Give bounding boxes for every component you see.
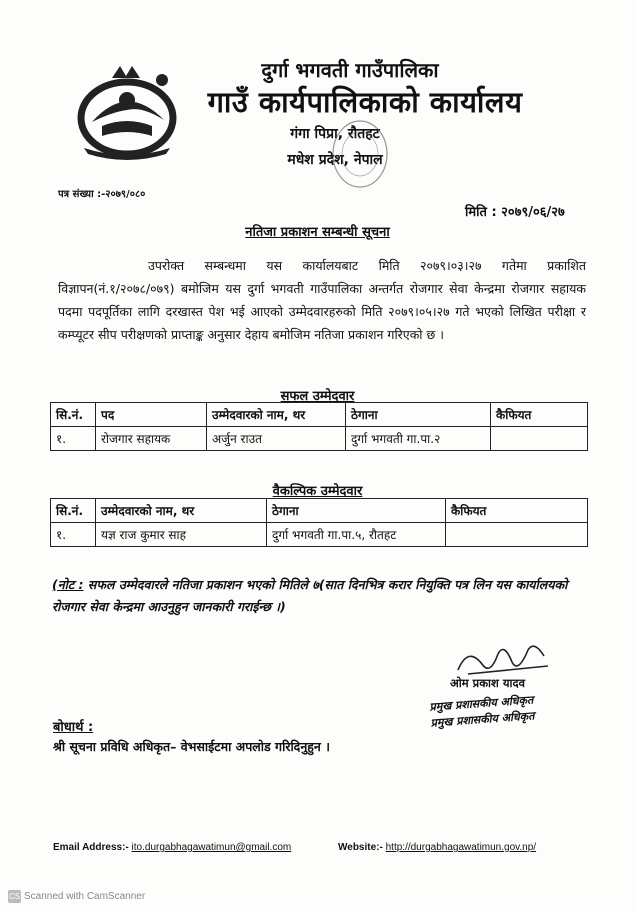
reference-number: पत्र संख्या :-२०७९/०८० [58, 189, 146, 200]
signatory-title-2: प्रमुख प्रशासकीय अधिकृत [430, 709, 535, 730]
scanner-text: Scanned with CamScanner [24, 891, 146, 903]
notice-body [58, 254, 586, 346]
notice-body-text: उपरोक्त सम्बन्धमा यस कार्यालयबाट मिति २०७९।०३।२७ गतेमा प्रकाशित विज्ञापन(नं.१/२०७८/०७९) बमोजिम यस दुर्गा भगवती गाउँपालिका अन्तर्गत रोजगार सेवा केन्द्रमा रोजगार सहायक पदमा पदपूर्तिका लागि दरखास्त पेश भई आएको उम्मेदवारहरुको मिति २०७९।०५।२७ गते भएको लिखित परीक्षा र कम्प्यूटर सीप परीक्षणको प्राप्ताङ्क अनुसार देहाय बमोजिम नतिजा प्रकाशन गरिएको छ । [58, 258, 586, 342]
note-text: सफल उम्मेदवारले नतिजा प्रकाशन भएको मितिले ७(सात दिनभित्र करार नियुक्ति पत्र लिन यस कार्यालयको रोजगार सेवा केन्द्रमा आउनुहुन जानकारी गराईन्छ ।) [52, 577, 568, 614]
table-header: सि.नं. [51, 499, 96, 523]
table-cell: यज्ञ राज कुमार साह [96, 523, 267, 547]
table-cell: अर्जुन राउत [207, 427, 346, 451]
notice-subject: नतिजा प्रकाशन सम्बन्धी सूचना [245, 225, 390, 240]
table-header: ठेगाना [267, 499, 446, 523]
note-label: (नोट : [52, 577, 84, 592]
table-header-row [51, 403, 588, 427]
email-link[interactable]: ito.durgabhagawatimun@gmail.com [131, 842, 292, 853]
email-label: Email Address:- [53, 842, 129, 853]
alternate-table [50, 498, 588, 547]
signatory-title-1: प्रमुख प्रशासकीय अधिकृत [429, 693, 534, 714]
table-row [51, 523, 588, 547]
signatory-name: ओम प्रकाश यादव [450, 676, 525, 690]
address-line-1: गंगा पिप्रा, रौतहट [290, 126, 380, 142]
alternate-caption: वैकल्पिक उम्मेदवार [272, 484, 363, 499]
table-cell: १. [51, 427, 96, 451]
scanner-watermark [8, 890, 145, 903]
table-header: उम्मेदवारको नाम, थर [207, 403, 346, 427]
table-cell: दुर्गा भगवती गा.पा.५, रौतहट [267, 523, 446, 547]
address-line-2: मधेश प्रदेश, नेपाल [287, 152, 383, 168]
table-header-row [51, 499, 588, 523]
footer-website [338, 842, 536, 853]
notice-date: मिति : २०७९/०६/२७ [465, 205, 565, 220]
website-label: Website:- [338, 842, 383, 853]
table-header: कैफियत [446, 499, 588, 523]
footer-email [53, 842, 291, 853]
camscanner-icon: CS [8, 892, 21, 901]
table-cell: १. [51, 523, 96, 547]
successful-caption: सफल उम्मेदवार [280, 389, 355, 404]
table-cell [446, 523, 588, 547]
table-header: पद [96, 403, 207, 427]
nepal-emblem-logo [72, 62, 182, 162]
table-cell [491, 427, 588, 451]
notice-note [52, 574, 592, 618]
website-link[interactable]: http://durgabhagawatimun.gov.np/ [385, 842, 537, 853]
successful-table [50, 402, 588, 451]
municipality-name: दुर्गा भगवती गाउँपालिका [261, 58, 439, 82]
table-header: कैफियत [491, 403, 588, 427]
table-header: सि.नं. [51, 403, 96, 427]
table-row [51, 427, 588, 451]
signatory-stamp [429, 692, 535, 731]
table-header: उम्मेदवारको नाम, थर [96, 499, 267, 523]
office-stamp [330, 118, 390, 190]
cc-line: श्री सूचना प्रविधि अधिकृत– वेभसाईटमा अपलोड गरिदिनुहुन । [53, 739, 330, 754]
table-cell: दुर्गा भगवती गा.पा.२ [346, 427, 491, 451]
cc-label: बोधार्थ : [53, 720, 94, 735]
table-header: ठेगाना [346, 403, 491, 427]
office-name: गाउँ कार्यपालिकाको कार्यालय [207, 85, 523, 119]
table-cell: रोजगार सहायक [96, 427, 207, 451]
